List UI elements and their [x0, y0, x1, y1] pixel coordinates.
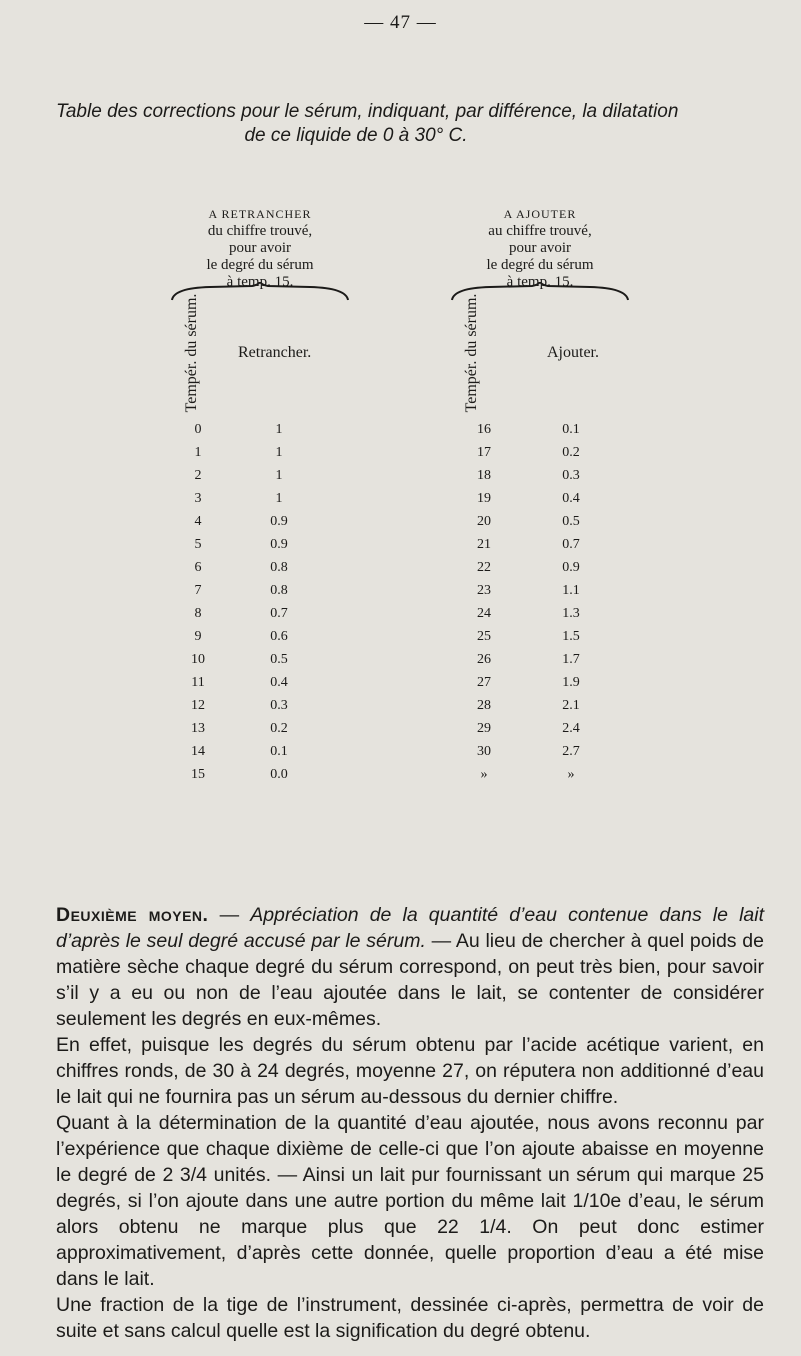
table-cell: 0.6 [270, 629, 288, 644]
table-cell: 24 [477, 606, 491, 621]
dash: — [208, 904, 251, 926]
table-cell: 21 [477, 537, 491, 552]
left-group-caption: A RETRANCHER [208, 207, 312, 221]
table-cell: 11 [191, 675, 205, 690]
left-group-line: le degré du sérum [206, 257, 314, 273]
left-group-header [160, 206, 360, 291]
section-lead: Deuxième moyen. [56, 904, 209, 926]
table-cell: 1.7 [562, 652, 580, 667]
paragraph-rest: — Au lieu de chercher à quel poids de matière sèche chaque degré du sérum correspond, on peut très bien, pour savoir s’il y a eu ou non de l’eau ajoutée dans le lait, se contenter de considérer seulement les degrés en eux-mêmes. [56, 930, 764, 1030]
right-group-line: au chiffre trouvé, [488, 223, 592, 239]
table-cell: 2 [194, 468, 202, 483]
table-cell: 15 [191, 767, 205, 782]
table-cell: 1.9 [562, 675, 580, 690]
table-cell: 0.3 [562, 468, 580, 483]
table-cell: 1 [275, 445, 283, 460]
table-title-line1: Table des corrections pour le sérum, indiquant, par différence, la dilatation [56, 101, 679, 122]
right-temp-header-text: Tempér. du sérum. [463, 293, 480, 412]
right-value-column [541, 418, 601, 786]
table-cell: 28 [477, 698, 491, 713]
paragraph [56, 902, 764, 1032]
table-cell: 0.8 [270, 560, 288, 575]
table-cell: 26 [477, 652, 491, 667]
table-cell: 0 [194, 422, 202, 437]
left-temp-header-text: Tempér. du sérum. [183, 293, 200, 412]
right-group-line: le degré du sérum [486, 257, 594, 273]
table-cell: 1 [275, 468, 283, 483]
table-cell: 0.7 [270, 606, 288, 621]
table-cell: 0.3 [270, 698, 288, 713]
table-cell: 0.9 [270, 514, 288, 529]
table-cell: 0.5 [562, 514, 580, 529]
paragraph: En effet, puisque les degrés du sérum obtenu par l’acide acétique varient, en chiffres ronds, de 30 à 24 degrés, moyenne 27, on réputera non additionné d’eau le lait qui ne fournira pas un sérum au-dessous du dernier chiffre. [56, 1034, 764, 1108]
table-cell: 8 [194, 606, 202, 621]
table-cell: 7 [194, 583, 202, 598]
section-heading-italic: Appréciation de la quantité d’eau contenue dans le lait d’après le seul degré accusé par le sérum. [56, 904, 765, 952]
table-cell: 30 [477, 744, 491, 759]
table-cell: 19 [477, 491, 491, 506]
table-cell: 1 [275, 422, 283, 437]
table-cell: 0.9 [270, 537, 288, 552]
table-cell: 0.9 [562, 560, 580, 575]
table-cell: 2.7 [562, 744, 580, 759]
right-temp-column [454, 418, 514, 786]
table-cell: 10 [191, 652, 205, 667]
table-cell: 2.4 [562, 721, 580, 736]
table-cell: 29 [477, 721, 491, 736]
table-cell: » [480, 767, 488, 782]
page-number: — 47 — [364, 12, 437, 33]
table-cell: 0.1 [562, 422, 580, 437]
table-title-line2: de ce liquide de 0 à 30° C. [244, 125, 468, 146]
table-cell: 20 [477, 514, 491, 529]
right-group-header [440, 206, 640, 291]
table-cell: 18 [477, 468, 491, 483]
table-cell: 6 [194, 560, 202, 575]
paragraph: Quant à la détermination de la quantité d’eau ajoutée, nous avons reconnu par l’expérience que chaque dixième de celle-ci que l’on ajoute abaisse en moyenne le degré de 2 3/4 unités. — Ainsi un lait pur fournissant un sérum qui marque 25 degrés, si l’on ajoute dans une autre portion du même lait 1/10e d’eau, le sérum alors obtenu ne marque plus que 22 1/4. On peut donc estimer approximativement, d’après cette donnée, quelle proportion d’eau a été mise dans le lait. [56, 1112, 764, 1290]
left-group-line: à temp. 15. [226, 274, 294, 290]
table-cell: 5 [194, 537, 202, 552]
left-value-column [249, 418, 309, 786]
table-cell: 9 [194, 629, 202, 644]
body-text [56, 902, 764, 1344]
table-cell: 1.3 [562, 606, 580, 621]
table-cell: 13 [191, 721, 205, 736]
table-cell: 2.1 [562, 698, 580, 713]
table-cell: 0.7 [562, 537, 580, 552]
table-cell: 1 [194, 445, 202, 460]
table-cell: 17 [477, 445, 491, 460]
table-cell: 12 [191, 698, 205, 713]
table-cell: 16 [477, 422, 491, 437]
table-cell: 0.5 [270, 652, 288, 667]
table-cell: » [567, 767, 575, 782]
left-group-line: du chiffre trouvé, [207, 223, 313, 239]
right-group-caption: A AJOUTER [503, 207, 577, 221]
table-cell: 22 [477, 560, 491, 575]
table-cell: 0.2 [270, 721, 288, 736]
right-temp-header [452, 293, 492, 412]
left-temp-header [172, 293, 212, 412]
table-cell: 1 [275, 491, 283, 506]
table-cell: 0.4 [562, 491, 580, 506]
left-value-header: Retrancher. [238, 344, 312, 361]
table-cell: 23 [477, 583, 491, 598]
table-cell: 0.4 [270, 675, 288, 690]
table-cell: 1.5 [562, 629, 580, 644]
right-group-line: pour avoir [508, 240, 572, 256]
left-temp-column [168, 418, 228, 786]
table-cell: 1.1 [562, 583, 580, 598]
table-cell: 0.0 [270, 767, 288, 782]
paragraph: Une fraction de la tige de l’instrument, dessinée ci-après, permettra de voir de suite et sans calcul quelle est la signification du degré obtenu. [56, 1294, 764, 1342]
table-cell: 4 [194, 514, 202, 529]
table-cell: 14 [191, 744, 205, 759]
table-cell: 25 [477, 629, 491, 644]
table-cell: 27 [477, 675, 491, 690]
table-title [56, 100, 776, 148]
table-cell: 0.1 [270, 744, 288, 759]
right-value-header: Ajouter. [547, 344, 599, 361]
right-group-line: à temp. 15. [506, 274, 574, 290]
table-cell: 0.8 [270, 583, 288, 598]
table-cell: 3 [194, 491, 202, 506]
table-cell: 0.2 [562, 445, 580, 460]
left-group-line: pour avoir [228, 240, 292, 256]
